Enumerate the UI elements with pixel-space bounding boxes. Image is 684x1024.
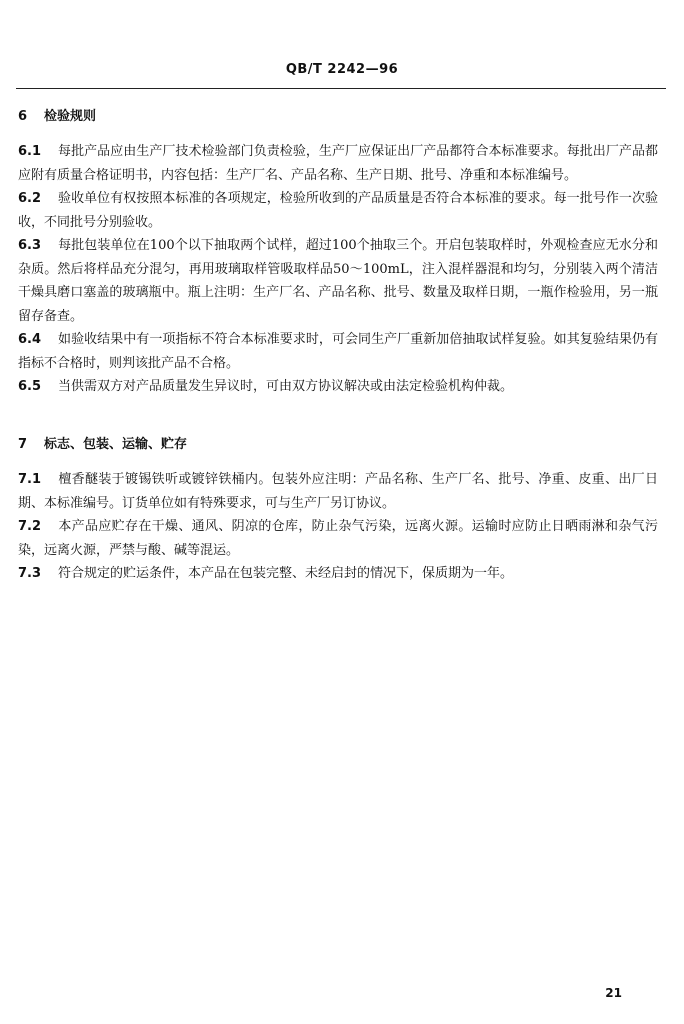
clause-6-5 <box>18 375 658 399</box>
clause-text: 如验收结果中有一项指标不符合本标准要求时，可会同生产厂重新加倍抽取试样复验。如其复验结果仍有指标不合格时，则判该批产品不合格。 <box>18 332 658 371</box>
page-header: QB/T 2242—96 <box>285 62 399 77</box>
header-divider <box>16 88 666 89</box>
clause-number: 7.2 <box>18 519 42 534</box>
section-heading <box>18 436 658 454</box>
clause-6-1 <box>18 140 658 187</box>
section-number: 6 <box>18 109 28 124</box>
clause-number: 7.3 <box>18 566 42 581</box>
clause-6-4 <box>18 328 658 375</box>
clause-7-1 <box>18 468 658 515</box>
clause-number: 6.2 <box>18 191 42 206</box>
clause-7-3 <box>18 562 658 586</box>
section-number: 7 <box>18 437 28 452</box>
clause-text: 本产品应贮存在干燥、通风、阴凉的仓库，防止杂气污染，远离火源。运输时应防止日晒雨淋和杂气污染，远离火源，严禁与酸、碱等混运。 <box>18 519 658 558</box>
clause-text: 当供需双方对产品质量发生异议时，可由双方协议解决或由法定检验机构仲裁。 <box>58 379 514 394</box>
page-number: 21 <box>605 986 622 1000</box>
section-inspection-rules <box>18 108 658 399</box>
section-heading <box>18 108 658 126</box>
clause-text: 每批产品应由生产厂技术检验部门负责检验，生产厂应保证出厂产品都符合本标准要求。每批出厂产品都应附有质量合格证明书，内容包括：生产厂名、产品名称、生产日期、批号、净重和本标准编号。 <box>18 144 658 183</box>
section-marking-packaging <box>18 436 658 586</box>
clause-7-2 <box>18 515 658 562</box>
section-title: 标志、包装、运输、贮存 <box>44 437 188 452</box>
clause-6-3 <box>18 234 658 328</box>
clause-number: 6.1 <box>18 144 42 159</box>
section-title: 检验规则 <box>44 109 97 124</box>
clause-number: 7.1 <box>18 472 42 487</box>
clause-number: 6.4 <box>18 332 42 347</box>
clause-text: 验收单位有权按照本标准的各项规定，检验所收到的产品质量是否符合本标准的要求。每一批号作一次验收，不同批号分别验收。 <box>18 191 658 230</box>
clause-number: 6.5 <box>18 379 42 394</box>
clause-number: 6.3 <box>18 238 42 253</box>
clause-6-2 <box>18 187 658 234</box>
clause-text: 符合规定的贮运条件，本产品在包装完整、未经启封的情况下，保质期为一年。 <box>58 566 514 581</box>
clause-text: 檀香醚装于镀锡铁听或镀锌铁桶内。包装外应注明：产品名称、生产厂名、批号、净重、皮重、出厂日期、本标准编号。订货单位如有特殊要求，可与生产厂另订协议。 <box>18 472 658 511</box>
clause-text: 每批包装单位在100个以下抽取两个试样，超过100个抽取三个。开启包装取样时，外观检查应无水分和杂质。然后将样品充分混匀，再用玻璃取样管吸取样品50～100mL，注入混样器混和均匀，分别装入两个清洁干燥具磨口塞盖的玻璃瓶中。瓶上注明：生产厂名、产品名称、批号、数量及取样日期，一瓶作检验用，另一瓶留存备查。 <box>18 238 658 324</box>
